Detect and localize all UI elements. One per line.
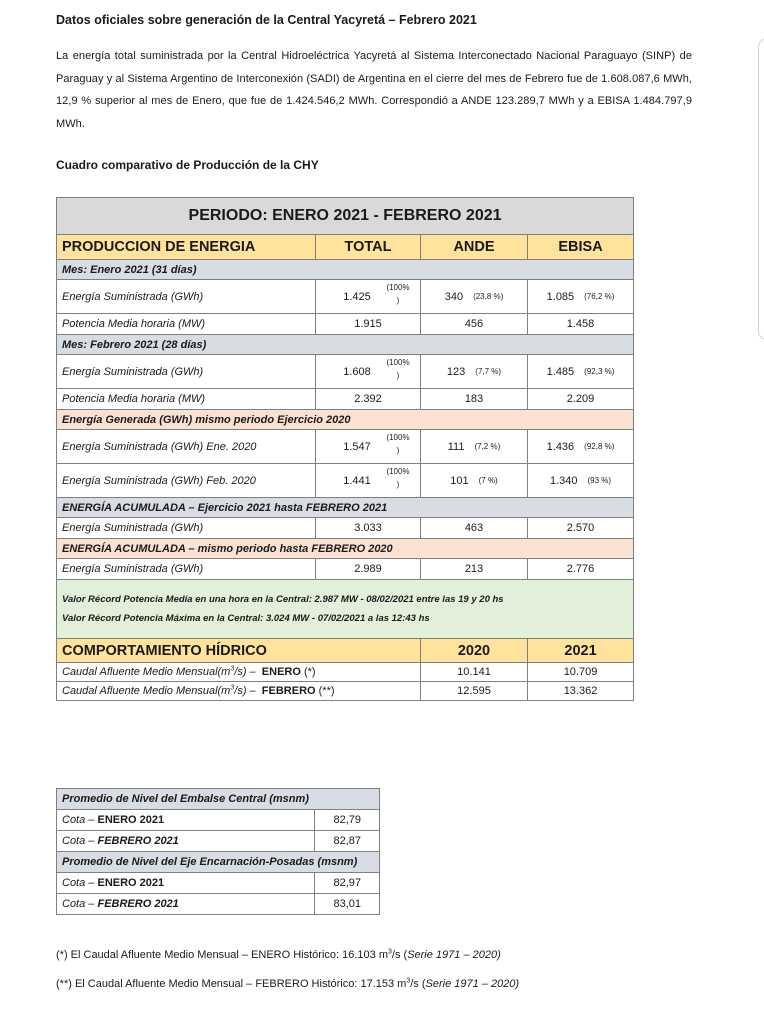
- section-label: ENERGÍA ACUMULADA – Ejercicio 2021 hasta FEBRERO 2021: [57, 498, 634, 518]
- table-row: [57, 559, 634, 580]
- table-row: [57, 518, 634, 539]
- ande-cell: [421, 464, 528, 498]
- ande-value: 111: [447, 440, 465, 453]
- table-row: [57, 314, 634, 335]
- period-title: PERIODO: ENERO 2021 - FEBRERO 2021: [57, 198, 634, 235]
- total-value: 1.608: [343, 365, 371, 378]
- row-label: Energía Suministrada (GWh): [57, 280, 316, 314]
- header-row: [57, 235, 634, 260]
- ande-pct: (7,7 %): [475, 367, 502, 376]
- embalse-header-row: [57, 789, 380, 810]
- section-label: ENERGÍA ACUMULADA – mismo periodo hasta FEBRERO 2020: [57, 539, 634, 559]
- caudal-2021-value: 10.709: [528, 663, 634, 682]
- table-row: [57, 430, 634, 464]
- ebisa-value: 2.209: [528, 389, 634, 410]
- total-value: 3.033: [316, 518, 421, 539]
- document-title: Datos oficiales sobre generación de la Central Yacyretá – Febrero 2021: [56, 13, 477, 27]
- total-cell: [316, 430, 421, 464]
- ande-value: 123: [446, 365, 466, 378]
- ebisa-value: 1.485: [546, 365, 575, 378]
- level-label: Cota – ENERO 2021: [57, 873, 315, 894]
- ande-cell: [421, 280, 528, 314]
- total-cell: [316, 280, 421, 314]
- level-value: 82,97: [315, 873, 380, 894]
- ebisa-value: 1.436: [546, 440, 575, 453]
- ebisa-pct: (92,3 %): [584, 367, 615, 376]
- ande-value: 340: [444, 290, 464, 303]
- table-row: [57, 280, 634, 314]
- header-ande: ANDE: [421, 235, 528, 260]
- total-value: 1.441: [343, 474, 371, 487]
- caudal-2021-value: 13.362: [528, 682, 634, 701]
- table-row: [57, 389, 634, 410]
- ebisa-pct: (76,2 %): [584, 292, 615, 301]
- total-pct: (100% ): [386, 283, 410, 305]
- row-label: Energía Suministrada (GWh): [57, 355, 316, 389]
- ande-value: 101: [450, 474, 469, 487]
- level-value: 82,87: [315, 831, 380, 852]
- ebisa-value: 1.085: [546, 290, 575, 303]
- ande-pct: (7,2 %): [474, 442, 501, 451]
- row-label: Energía Suministrada (GWh): [57, 559, 316, 580]
- header-total: TOTAL: [316, 235, 421, 260]
- section-title: Cuadro comparativo de Producción de la CHY: [56, 158, 319, 172]
- ande-cell: [421, 430, 528, 464]
- ebisa-pct: (93 %): [587, 476, 612, 485]
- record-potencia-maxima: Valor Récord Potencia Máxima en la Central: 3.024 MW - 07/02/2021 a las 12:43 hs: [62, 613, 430, 624]
- ebisa-pct: (92,8 %): [584, 442, 615, 451]
- caudal-label: Caudal Afluente Medio $Mensual(m^3/s)$ – FEBRERO (**): [57, 682, 421, 701]
- hidrico-header-row: [57, 639, 634, 663]
- ande-value: 213: [421, 559, 528, 580]
- row-label: Energía Suministrada (GWh) Feb. 2020: [57, 464, 316, 498]
- ebisa-value: 1.458: [528, 314, 634, 335]
- section-row-enero-2021: [57, 260, 634, 280]
- ebisa-value: 1.340: [549, 474, 578, 487]
- level-table: [56, 788, 380, 915]
- production-table: [56, 197, 634, 701]
- level-label: Cota – FEBRERO 2021: [57, 831, 315, 852]
- side-panel-frame: [758, 38, 764, 340]
- total-value: 1.915: [316, 314, 421, 335]
- eje-header-row: [57, 852, 380, 873]
- caudal-2020-value: 12.595: [421, 682, 528, 701]
- caudal-2020-value: 10.141: [421, 663, 528, 682]
- records-row: [57, 580, 634, 639]
- level-label: Cota – ENERO 2021: [57, 810, 315, 831]
- table-row: [57, 810, 380, 831]
- ande-value: 456: [421, 314, 528, 335]
- embalse-header: Promedio de Nivel del Embalse Central (msnm): [57, 789, 380, 810]
- table-row: [57, 663, 634, 682]
- table-row: [57, 355, 634, 389]
- intro-paragraph: La energía total suministrada por la Central Hidroeléctrica Yacyretá al Sistema Interconectado Nacional Paraguayo (SINP) de Paraguay y al Sistema Argentino de Interconexión (SADI) de Argentina en el cierre del mes de Febrero fue de 1.608.087,6 MWh, 12,9 % superior al mes de Enero, que fue de 1.424.546,2 MWh. Correspondió a ANDE 123.289,7 MWh y a EBISA 1.484.797,9 MWh.: [56, 50, 692, 130]
- ebisa-value: 2.570: [528, 518, 634, 539]
- section-row-ejercicio-2020: [57, 410, 634, 430]
- record-potencia-media: Valor Récord Potencia Media en una hora en la Central: 2.987 MW - 08/02/2021 entre las 19 y 20 hs: [62, 594, 504, 605]
- ande-value: 463: [421, 518, 528, 539]
- total-pct: (100% ): [386, 358, 410, 380]
- caudal-label: Caudal Afluente Medio $Mensual(m^3/s)$ – ENERO (*): [57, 663, 421, 682]
- total-pct: (100% ): [386, 433, 410, 455]
- period-row: [57, 198, 634, 235]
- hidrico-col-2020: 2020: [421, 639, 528, 663]
- level-value: 82,79: [315, 810, 380, 831]
- records-cell: [57, 580, 634, 639]
- total-value: 2.989: [316, 559, 421, 580]
- table-row: [57, 831, 380, 852]
- ande-pct: (7 %): [478, 476, 498, 485]
- level-value: 83,01: [315, 894, 380, 915]
- ebisa-cell: [528, 464, 634, 498]
- hidrico-col-2021: 2021: [528, 639, 634, 663]
- row-label: Energía Suministrada (GWh) Ene. 2020: [57, 430, 316, 464]
- section-row-acumulada-2021: [57, 498, 634, 518]
- ebisa-value: 2.776: [528, 559, 634, 580]
- header-produccion: PRODUCCION DE ENERGIA: [57, 235, 316, 260]
- table-row: [57, 682, 634, 701]
- ebisa-cell: [528, 430, 634, 464]
- ebisa-cell: [528, 355, 634, 389]
- table-row: [57, 873, 380, 894]
- ande-value: 183: [421, 389, 528, 410]
- eje-header: Promedio de Nivel del Eje Encarnación-Posadas (msnm): [57, 852, 380, 873]
- total-cell: [316, 355, 421, 389]
- ande-cell: [421, 355, 528, 389]
- section-label: Mes: Febrero 2021 (28 días): [57, 335, 634, 355]
- ande-pct: (23,8 %): [473, 292, 504, 301]
- level-label: Cota – FEBRERO 2021: [57, 894, 315, 915]
- row-label: Energía Suministrada (GWh): [57, 518, 316, 539]
- ebisa-cell: [528, 280, 634, 314]
- total-value: 2.392: [316, 389, 421, 410]
- total-value: 1.547: [343, 440, 371, 453]
- table-row: [57, 464, 634, 498]
- section-row-acumulada-2020: [57, 539, 634, 559]
- table-row: [57, 894, 380, 915]
- section-label: Mes: Enero 2021 (31 días): [57, 260, 634, 280]
- total-pct: (100% ): [386, 467, 410, 489]
- footnote-febrero: (**) El Caudal Afluente Medio Mensual – FEBRERO Histórico: 17.153 $m^3/s$ (Serie 1971 – 2020): [56, 977, 520, 990]
- hidrico-header: COMPORTAMIENTO HÍDRICO: [57, 639, 421, 663]
- footnote-enero: (*) El Caudal Afluente Medio Mensual – ENERO Histórico: 16.103 $m^3/s$ (Serie 1971 – 2020): [56, 948, 501, 961]
- section-row-febrero-2021: [57, 335, 634, 355]
- total-value: 1.425: [343, 290, 371, 303]
- section-label: Energía Generada (GWh) mismo periodo Ejercicio 2020: [57, 410, 634, 430]
- row-label: Potencia Media horaria (MW): [57, 389, 316, 410]
- header-ebisa: EBISA: [528, 235, 634, 260]
- row-label: Potencia Media horaria (MW): [57, 314, 316, 335]
- total-cell: [316, 464, 421, 498]
